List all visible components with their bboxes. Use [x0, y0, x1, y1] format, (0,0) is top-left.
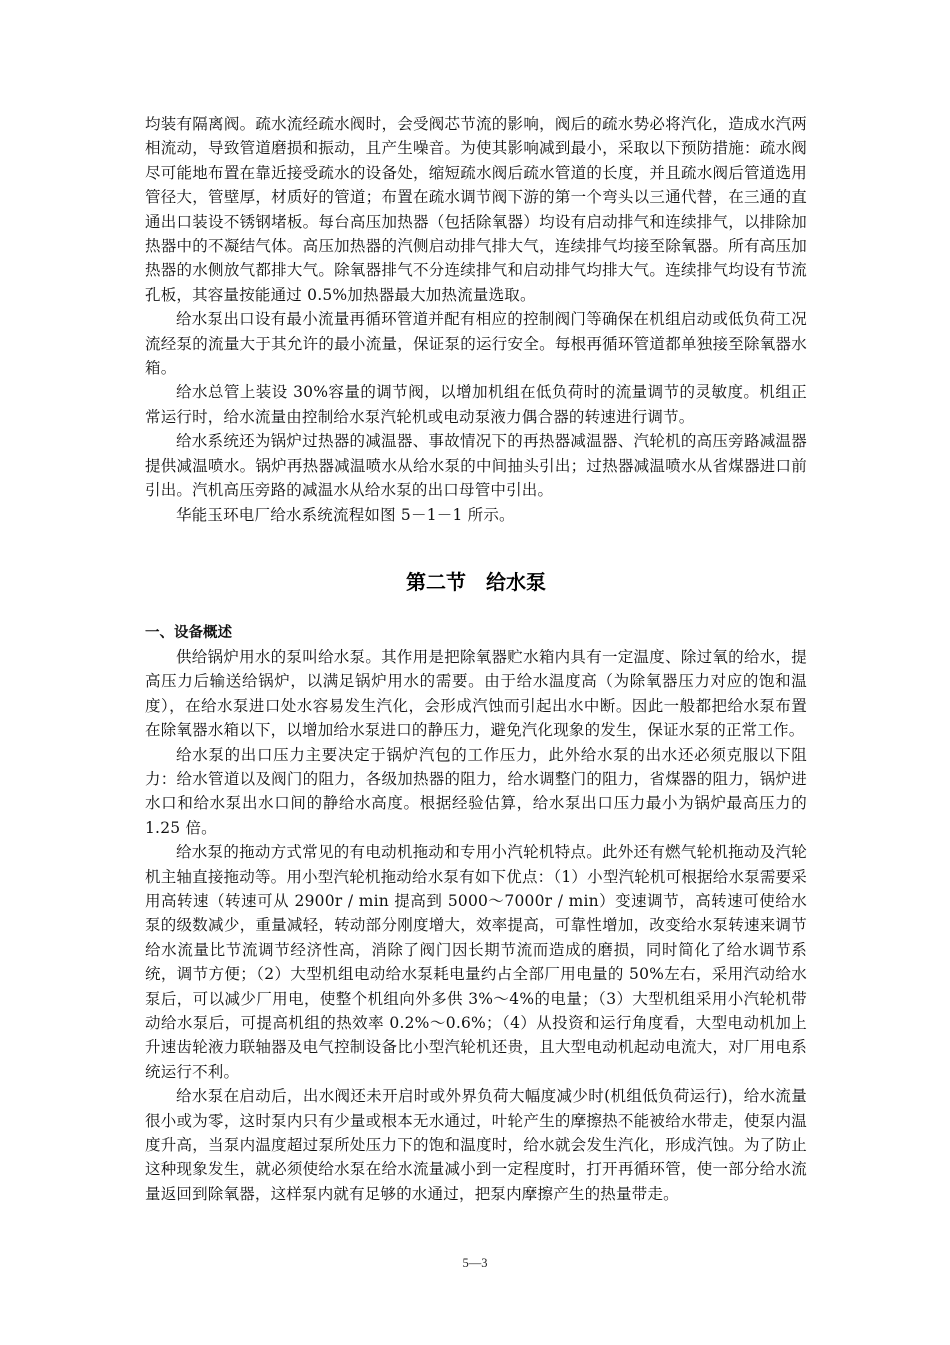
paragraph-recirculation-reason: 给水泵在启动后，出水阀还未开启时或外界负荷大幅度减少时(机组低负荷运行)，给水流量很小或为零，这时泵内只有少量或根本无水通过，叶轮产生的摩擦热不能被给水带走，使泵内温度升高，当泵内温度超过泵所处压力下的饱和温度时，给水就会发生汽化，形成汽蚀。为了防止这种现象发生，就必须使给水泵在给水流量减小到一定程度时，打开再循环管，使一部分给水流量返回到除氧器，这样泵内就有足够的水通过，把泵内摩擦产生的热量带走。	[145, 1087, 807, 1203]
page-number: 5—3	[462, 1256, 488, 1270]
paragraph-min-flow-recirculation: 给水泵出口设有最小流量再循环管道并配有相应的控制阀门等确保在机组启动或低负荷工况流经泵的流量大于其允许的最小流量，保证泵的运行安全。每根再循环管道都单独接至除氧器水箱。	[145, 310, 807, 378]
paragraph-desuperheating-spray: 给水系统还为锅炉过热器的减温器、事故情况下的再热器减温器、汽轮机的高压旁路减温器提供减温喷水。锅炉再热器减温喷水从给水泵的中间抽头引出；过热器减温喷水从省煤器进口前引出。汽机高压旁路的减温水从给水泵的出口母管中引出。	[145, 432, 807, 500]
paragraph-figure-reference: 华能玉环电厂给水系统流程如图 5－1－1 所示。	[176, 505, 515, 524]
document-page	[145, 112, 807, 1206]
sub-heading-overview: 一、设备概述	[145, 624, 232, 641]
paragraph-drive-methods: 给水泵的拖动方式常见的有电动机拖动和专用小汽轮机特点。此外还有燃气轮机拖动及汽轮机主轴直接拖动等。用小型汽轮机拖动给水泵有如下优点：（1）小型汽轮机可根据给水泵需要采用高转速（转速可从 2900r / min 提高到 5000～7000r / min）变速调节，高转速可使给水泵的级数减少，重量减轻，转动部分刚度增大，效率提高，可靠性增加，改变给水泵转速来调节给水流量比节流调节经济性高，消除了阀门因长期节流而造成的磨损，同时简化了给水调节系统，调节方便；（2）大型机组电动给水泵耗电量约占全部厂用电量的 50%左右，采用汽动给水泵后，可以减少厂用电，使整个机组向外多供 3%～4%的电量；（3）大型机组采用小汽轮机带动给水泵后，可提高机组的热效率 0.2%～0.6%；（4）从投资和运行角度看，大型电动机加上升速齿轮液力联轴器及电气控制设备比小型汽轮机还贵，且大型电动机起动电流大，对厂用电系统运行不利。	[145, 843, 807, 1081]
paragraph-pump-definition: 供给锅炉用水的泵叫给水泵。其作用是把除氧器贮水箱内具有一定温度、除过氧的给水，提高压力后输送给锅炉，以满足锅炉用水的需要。由于给水温度高（为除氧器压力对应的饱和温度），在给水泵进口处水容易发生汽化，会形成汽蚀而引起出水中断。因此一般都把给水泵布置在除氧器水箱以下，以增加给水泵进口的静压力，避免汽化现象的发生，保证水泵的正常工作。	[145, 647, 807, 740]
section-title: 第二节 给水泵	[406, 569, 546, 594]
paragraph-drain-valves: 均装有隔离阀。疏水流经疏水阀时，会受阀芯节流的影响，阀后的疏水势必将汽化，造成水汽两相流动，导致管道磨损和振动，且产生噪音。为使其影响减到最小，采取以下预防措施：疏水阀尽可能地布置在靠近接受疏水的设备处，缩短疏水阀后疏水管道的长度，并且疏水阀后管道选用管径大，管壁厚，材质好的管道；布置在疏水调节阀下游的第一个弯头以三通代替，在三通的直通出口装设不锈钢堵板。每台高压加热器（包括除氧器）均设有启动排气和连续排气，以排除加热器中的不凝结气体。高压加热器的汽侧启动排气排大气，连续排气均接至除氧器。所有高压加热器的水侧放气都排大气。除氧器排气不分连续排气和启动排气均排大气。连续排气均设有节流孔板，其容量按能通过 0.5%加热器最大加热流量选取。	[145, 115, 807, 304]
paragraph-outlet-pressure: 给水泵的出口压力主要决定于锅炉汽包的工作压力，此外给水泵的出水还必须克服以下阻力：给水管道以及阀门的阻力，各级加热器的阻力，给水调整门的阻力，省煤器的阻力，锅炉进水口和给水泵出水口间的静给水高度。根据经验估算，给水泵出口压力最小为锅炉最高压力的 1.25 倍。	[145, 745, 807, 837]
paragraph-regulating-valve: 给水总管上装设 30%容量的调节阀，以增加机组在低负荷时的流量调节的灵敏度。机组正常运行时，给水流量由控制给水泵汽轮机或电动泵液力偶合器的转速进行调节。	[145, 383, 807, 426]
